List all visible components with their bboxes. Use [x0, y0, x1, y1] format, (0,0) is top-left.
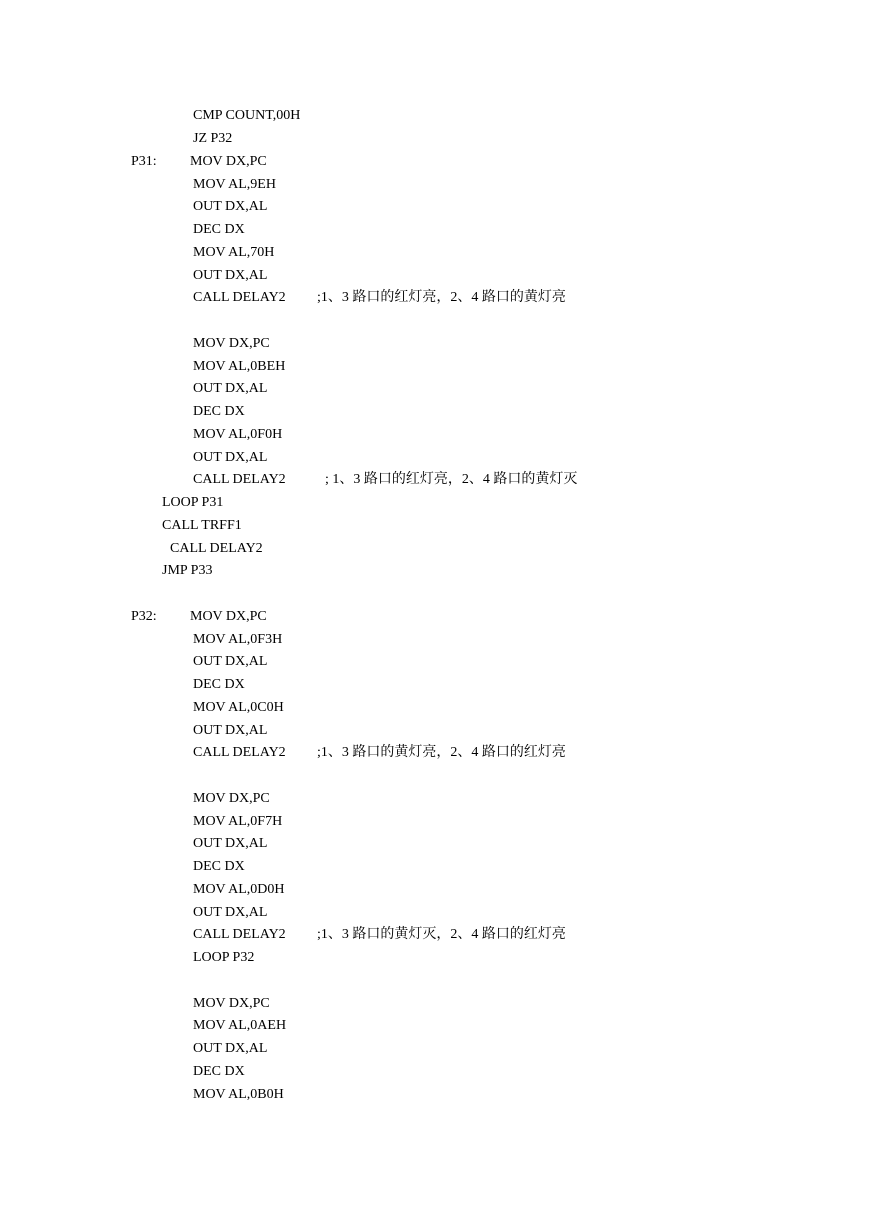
code-line: DEC DX — [193, 1064, 245, 1079]
code-line: MOV DX,PC — [193, 791, 270, 806]
code-line: OUT DX,AL — [193, 199, 268, 214]
code-line: OUT DX,AL — [193, 836, 268, 851]
code-line: OUT DX,AL — [193, 381, 268, 396]
code-line: OUT DX,AL — [193, 723, 268, 738]
code-line: JMP P33 — [162, 563, 213, 578]
code-comment: ;1、3 路口的黄灯灭，2、4 路口的红灯亮 — [317, 927, 566, 942]
code-line: CALL DELAY2 — [193, 927, 286, 942]
code-line: MOV DX,PC — [193, 996, 270, 1011]
code-line: MOV AL,0F0H — [193, 427, 283, 442]
code-line: LOOP P31 — [162, 495, 224, 510]
code-line: MOV AL,0F3H — [193, 632, 283, 647]
code-line: OUT DX,AL — [193, 905, 268, 920]
code-line: OUT DX,AL — [193, 268, 268, 283]
code-comment: ; 1、3 路口的红灯亮，2、4 路口的黄灯灭 — [325, 472, 578, 487]
code-line: LOOP P32 — [193, 950, 255, 965]
code-line: MOV AL,0C0H — [193, 700, 284, 715]
code-line: MOV DX,PC — [190, 609, 267, 624]
code-line: MOV AL,9EH — [193, 177, 276, 192]
code-line: CALL DELAY2 — [193, 472, 286, 487]
code-line: MOV DX,PC — [190, 154, 267, 169]
code-line: OUT DX,AL — [193, 1041, 268, 1056]
code-line: DEC DX — [193, 677, 245, 692]
code-line: JZ P32 — [193, 131, 233, 146]
code-line: OUT DX,AL — [193, 654, 268, 669]
code-comment: ;1、3 路口的红灯亮，2、4 路口的黄灯亮 — [317, 290, 566, 305]
code-line: MOV AL,70H — [193, 245, 275, 260]
code-line: CMP COUNT,00H — [193, 108, 301, 123]
code-line: DEC DX — [193, 859, 245, 874]
code-line: MOV DX,PC — [193, 336, 270, 351]
code-line: CALL DELAY2 — [193, 290, 286, 305]
code-line: CALL DELAY2 — [170, 541, 263, 556]
code-line: MOV AL,0F7H — [193, 814, 283, 829]
code-line: MOV AL,0B0H — [193, 1087, 284, 1102]
code-label: P32: — [131, 609, 157, 624]
code-line: MOV AL,0BEH — [193, 359, 286, 374]
code-label: P31: — [131, 154, 157, 169]
code-line: CALL DELAY2 — [193, 745, 286, 760]
code-line: DEC DX — [193, 404, 245, 419]
code-line: MOV AL,0AEH — [193, 1018, 287, 1033]
code-line: OUT DX,AL — [193, 450, 268, 465]
code-line: MOV AL,0D0H — [193, 882, 285, 897]
code-comment: ;1、3 路口的黄灯亮，2、4 路口的红灯亮 — [317, 745, 566, 760]
code-line: DEC DX — [193, 222, 245, 237]
code-line: CALL TRFF1 — [162, 518, 242, 533]
